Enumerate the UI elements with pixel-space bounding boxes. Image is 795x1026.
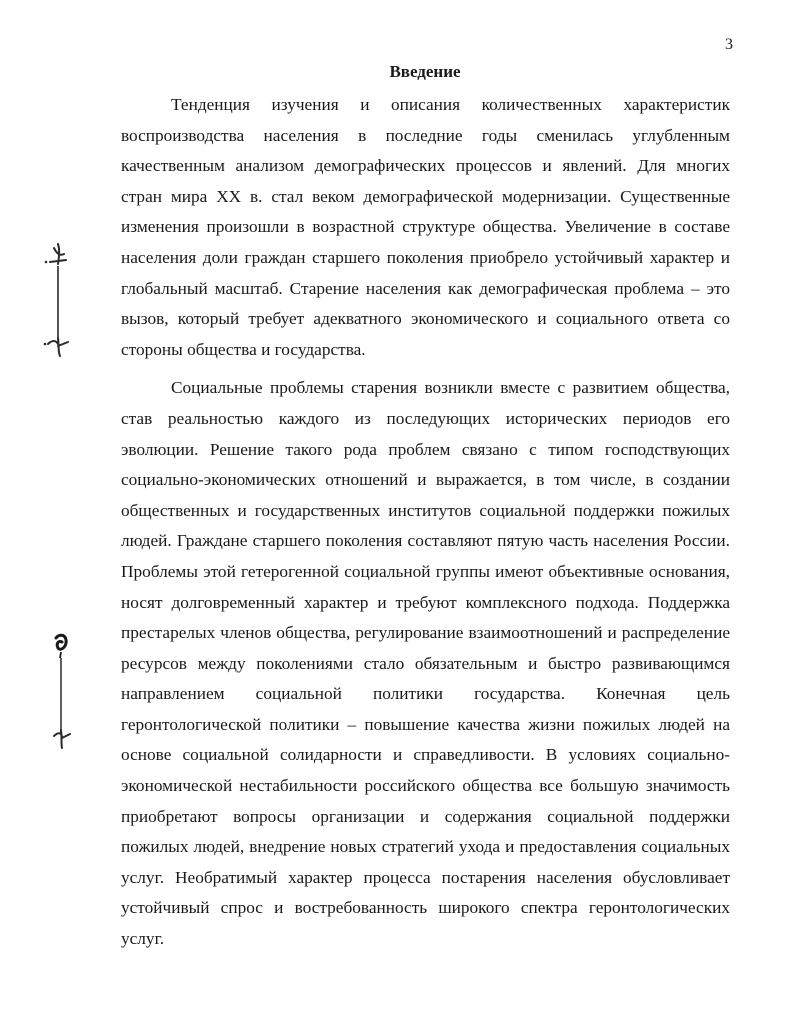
paragraph-1: Тенденция изучения и описания количественных характеристик воспроизводства населения в последние годы сменилась углубленным качественным анализом демографических процессов и явлений. Для многих стран мира XX в. стал веком демографической модернизации. Существенные изменения произошли в возрастной структуре общества. Увеличение в составе населения доли граждан старшего поколения приобрело устойчивый характер и глобальный масштаб. Старение населения как демографическая проблема – это вызов, который требует адекватного экономического и социального ответа со стороны общества и государства. [121, 95, 730, 359]
page-title: Введение [389, 62, 461, 81]
margin-bracket-mark-bottom [46, 630, 76, 755]
paragraph-2: Социальные проблемы старения возникли вместе с развитием общества, став реальностью каждого из последующих исторических периодов его эволюции. Решение такого рода проблем связано с типом господствующих социально-экономических отношений и выражается, в том числе, в создании общественных и государственных институтов социальной поддержки пожилых людей. Граждане старшего поколения составляют пятую часть населения России. Проблемы этой гетерогенной социальной группы имеют объективные основания, носят долговременный характер и требуют комплексного подхода. Поддержка престарелых членов общества, регулирование взаимоотношений и распределение ресурсов между поколениями стало обязательным и быстро развивающимся направлением социальной политики государства. Конечная цель геронтологической политики – повышение качества жизни пожилых людей на основе социальной солидарности и справедливости. В условиях социально-экономической нестабильности российского общества все большую значимость приобретают вопросы организации и содержания социальной поддержки пожилых людей, внедрение новых стратегий ухода и предоставления социальных услуг. Необратимый характер процесса постарения населения обусловливает устойчивый спрос и востребованность широкого спектра геронтологических услуг. [121, 378, 730, 949]
page-number: 3 [725, 36, 733, 53]
margin-bracket-mark-top [38, 240, 78, 365]
document-body [121, 90, 730, 955]
